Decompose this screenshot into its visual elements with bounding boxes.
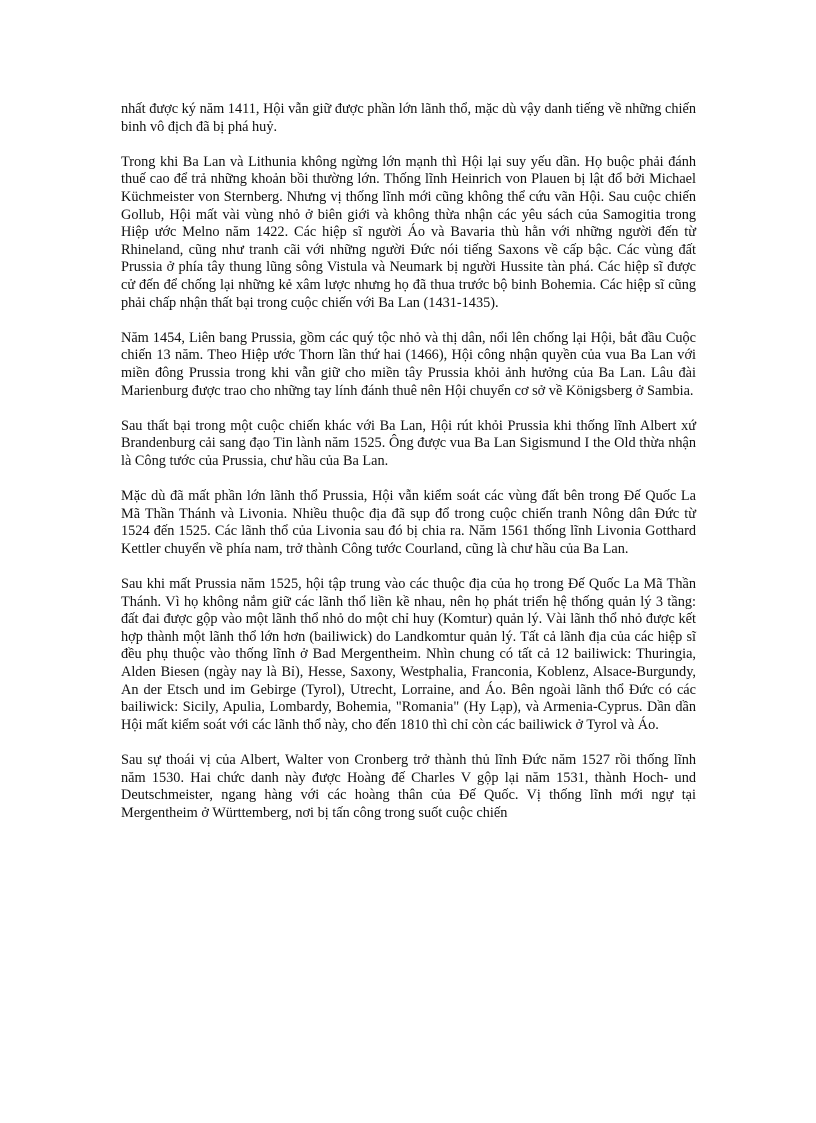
paragraph-6: Sau khi mất Prussia năm 1525, hội tập trung vào các thuộc địa của họ trong Đế Quốc La Mã Thần Thánh. Vì họ không nắm giữ các lãnh thổ liền kề nhau, nên họ phát triển hệ thống quản lý 3 tầng: đất đai được gộp vào một lãnh thổ nhỏ do một chỉ huy (Komtur) quản lý. Vài lãnh thổ nhỏ được kết hợp thành một lãnh thổ lớn hơn (bailiwick) do Landkomtur quản lý. Tất cả lãnh địa của các hiệp sĩ đều phụ thuộc vào thống lĩnh ở Bad Mergentheim. Nhìn chung có tất cả 12 bailiwick: Thuringia, Alden Biesen (ngày nay là Bỉ), Hesse, Saxony, Westphalia, Franconia, Koblenz, Alsace-Burgundy, An der Etsch und im Gebirge (Tyrol), Utrecht, Lorraine, and Áo. Bên ngoài lãnh thổ Đức có các bailiwick: Sicily, Apulia, Lombardy, Bohemia, "Romania" (Hy Lạp), và Armenia-Cyprus. Dần dần Hội mất kiểm soát với các lãnh thổ này, cho đến 1810 thì chỉ còn các bailiwick ở Tyrol và Áo. (121, 576, 696, 733)
paragraph-4: Sau thất bại trong một cuộc chiến khác với Ba Lan, Hội rút khỏi Prussia khi thống lĩnh Albert xứ Brandenburg cải sang đạo Tin lành năm 1525. Ông được vua Ba Lan Sigismund I the Old thừa nhận là Công tước của Prussia, chư hầu của Ba Lan. (121, 417, 696, 469)
paragraph-3: Năm 1454, Liên bang Prussia, gồm các quý tộc nhỏ và thị dân, nổi lên chống lại Hội, bắt đầu Cuộc chiến 13 năm. Theo Hiệp ước Thorn lần thứ hai (1466), Hội công nhận quyền của vua Ba Lan với miền đông Prussia trong khi vẫn giữ cho miền tây Prussia khỏi ảnh hưởng của Ba Lan. Lâu đài Marienburg được trao cho những tay lính đánh thuê nên Hội chuyển cơ sở về Königsberg ở Sambia. (121, 329, 696, 399)
paragraph-7: Sau sự thoái vị của Albert, Walter von Cronberg trở thành thủ lĩnh Đức năm 1527 rồi thống lĩnh năm 1530. Hai chức danh này được Hoàng đế Charles V gộp lại năm 1531, thành Hoch- und Deutschmeister, ngang hàng với các hoàng thân của Đế Quốc. Vị thống lĩnh mới ngự tại Mergentheim ở Württemberg, nơi bị tấn công trong suốt cuộc chiến (121, 751, 696, 821)
paragraph-1: nhất được ký năm 1411, Hội vẫn giữ được phần lớn lãnh thổ, mặc dù vậy danh tiếng về những chiến binh vô địch đã bị phá huỷ. (121, 101, 696, 135)
paragraph-2: Trong khi Ba Lan và Lithunia không ngừng lớn mạnh thì Hội lại suy yếu dần. Họ buộc phải đánh thuế cao để trả những khoản bồi thường lớn. Thống lĩnh Heinrich von Plauen bị lật đổ bởi Michael Küchmeister von Sternberg. Nhưng vị thống lĩnh mới cũng không thể cứu vãn Hội. Sau cuộc chiến Gollub, Hội mất vài vùng nhỏ ở biên giới và không thừa nhận các yêu sách của Samogitia trong Hiệp ước Melno năm 1422. Các hiệp sĩ người Áo và Bavaria thù hằn với những người đến từ Rhineland, cũng như tranh cãi với những người Đức nói tiếng Saxons về cấp bậc. Các vùng đất Prussia ở phía tây thung lũng sông Vistula và Neumark bị người Hussite tàn phá. Các hiệp sĩ được cử đến để chống lại những kẻ xâm lược nhưng họ đã thua trước bộ binh Bohemia. Các hiệp sĩ cũng phải chấp nhận thất bại trong cuộc chiến với Ba Lan (1431-1435). (121, 153, 696, 311)
paragraph-5: Mặc dù đã mất phần lớn lãnh thổ Prussia, Hội vẫn kiểm soát các vùng đất bên trong Đế Quốc La Mã Thần Thánh và Livonia. Nhiều thuộc địa đã sụp đổ trong cuộc chiến tranh Nông dân Đức từ 1524 đến 1525. Các lãnh thổ của Livonia sau đó bị chia ra. Năm 1561 thống lĩnh Livonia Gotthard Kettler chuyển về phía nam, trở thành Công tước Courland, cũng là chư hầu của Ba Lan. (121, 488, 696, 557)
document-body (121, 101, 696, 840)
